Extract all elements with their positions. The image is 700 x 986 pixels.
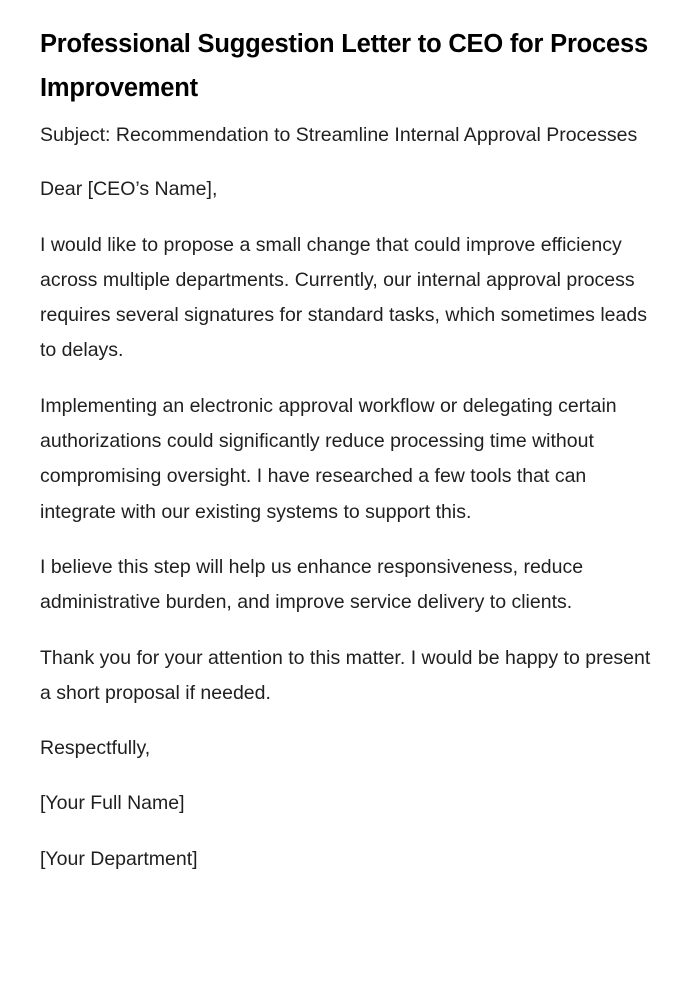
letter-subject: Subject: Recommendation to Streamline Internal Approval Processes	[40, 124, 638, 146]
body-paragraph-3: I believe this step will help us enhance responsiveness, reduce administrative burden, and improve service delivery to clients.	[40, 555, 584, 614]
signature-name: [Your Full Name]	[40, 792, 185, 815]
letter-title: Professional Suggestion Letter to CEO for Process Improvement	[40, 30, 648, 102]
body-paragraph-4: Thank you for your attention to this matter. I would be happy to present a short proposal if needed.	[40, 646, 651, 704]
letter-closing: Respectfully,	[40, 737, 151, 760]
body-paragraph-2: Implementing an electronic approval workflow or delegating certain authorizations could significantly reduce processing time without compromising oversight. I have researched a few tools that can integrate with our existing systems to support this.	[40, 394, 617, 523]
letter-salutation: Dear [CEO’s Name],	[40, 178, 218, 201]
signature-department: [Your Department]	[40, 847, 198, 870]
body-paragraph-1: I would like to propose a small change that could improve efficiency across multiple departments. Currently, our internal approval process requires several signatures for standard tasks, which sometimes leads to delays.	[40, 233, 647, 362]
